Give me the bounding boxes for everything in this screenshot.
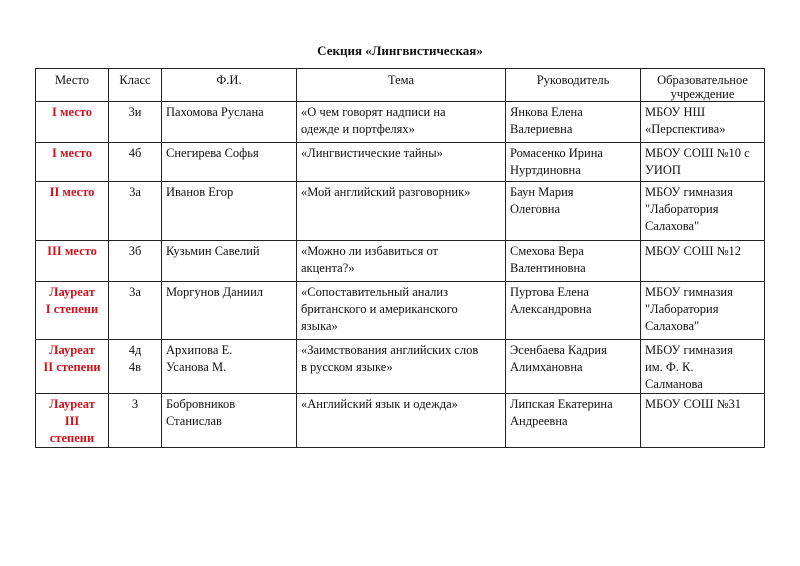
school-cell: МБОУ СОШ №12 xyxy=(641,241,765,282)
topic-cell: «О чем говорят надписи на одежде и портфелях» xyxy=(297,102,506,143)
name-cell: Иванов Егор xyxy=(162,182,297,241)
place-cell: I место xyxy=(36,143,109,182)
header-leader: Руководитель xyxy=(506,69,641,102)
leader-cell: Ромасенко Ирина Нуртдиновна xyxy=(506,143,641,182)
place-cell: Лауреат III степени xyxy=(36,394,109,448)
leader-cell: Эсенбаева Кадрия Алимхановна xyxy=(506,340,641,394)
header-school: Образовательное учреждение xyxy=(641,69,765,102)
name-cell: Архипова Е. Усанова М. xyxy=(162,340,297,394)
topic-cell: «Мой английский разговорник» xyxy=(297,182,506,241)
leader-cell: Баун Мария Олеговна xyxy=(506,182,641,241)
results-table xyxy=(35,68,765,448)
class-cell: 3а xyxy=(109,182,162,241)
place-cell: II место xyxy=(36,182,109,241)
school-cell: МБОУ гимназия им. Ф. К. Салманова xyxy=(641,340,765,394)
name-cell: Моргунов Даниил xyxy=(162,282,297,340)
name-cell: Снегирева Софья xyxy=(162,143,297,182)
class-cell: 3и xyxy=(109,102,162,143)
class-cell: 4д 4в xyxy=(109,340,162,394)
table-row xyxy=(36,340,765,394)
leader-cell: Янкова Елена Валериевна xyxy=(506,102,641,143)
table-row xyxy=(36,143,765,182)
topic-cell: «Можно ли избавиться от акцента?» xyxy=(297,241,506,282)
table-row xyxy=(36,102,765,143)
topic-cell: «Лингвистические тайны» xyxy=(297,143,506,182)
leader-cell: Пуртова Елена Александровна xyxy=(506,282,641,340)
name-cell: Кузьмин Савелий xyxy=(162,241,297,282)
school-cell: МБОУ НШ «Перспектива» xyxy=(641,102,765,143)
place-cell: III место xyxy=(36,241,109,282)
header-name: Ф.И. xyxy=(162,69,297,102)
school-cell: МБОУ СОШ №10 с УИОП xyxy=(641,143,765,182)
topic-cell: «Английский язык и одежда» xyxy=(297,394,506,448)
topic-cell: «Сопоставительный анализ британского и американского языка» xyxy=(297,282,506,340)
school-cell: МБОУ СОШ №31 xyxy=(641,394,765,448)
place-cell: Лауреат I степени xyxy=(36,282,109,340)
class-cell: 4б xyxy=(109,143,162,182)
table-header-row xyxy=(36,69,765,102)
class-cell: 3а xyxy=(109,282,162,340)
topic-cell: «Заимствования английских слов в русском языке» xyxy=(297,340,506,394)
place-cell: I место xyxy=(36,102,109,143)
header-topic: Тема xyxy=(297,69,506,102)
table-row xyxy=(36,282,765,340)
class-cell: 3 xyxy=(109,394,162,448)
section-title: Секция «Лингвистическая» xyxy=(317,43,483,58)
table-row xyxy=(36,394,765,448)
header-place: Место xyxy=(36,69,109,102)
name-cell: Пахомова Руслана xyxy=(162,102,297,143)
table-row xyxy=(36,241,765,282)
place-cell: Лауреат II степени xyxy=(36,340,109,394)
leader-cell: Смехова Вера Валентиновна xyxy=(506,241,641,282)
header-class: Класс xyxy=(109,69,162,102)
class-cell: 3б xyxy=(109,241,162,282)
school-cell: МБОУ гимназия "Лаборатория Салахова" xyxy=(641,282,765,340)
leader-cell: Липская Екатерина Андреевна xyxy=(506,394,641,448)
table-row xyxy=(36,182,765,241)
name-cell: Бобровников Станислав xyxy=(162,394,297,448)
school-cell: МБОУ гимназия "Лаборатория Салахова" xyxy=(641,182,765,241)
